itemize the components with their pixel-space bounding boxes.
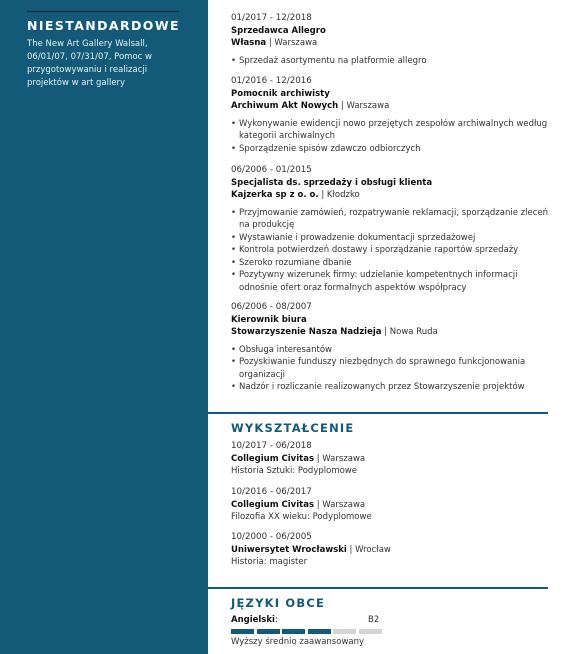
language-name-text: Angielski — [231, 615, 275, 625]
bullet-item: • Nadzór i rozliczanie realizowanych przez Stowarzyszenie projektów — [231, 381, 551, 394]
language-level-segment — [308, 629, 331, 634]
entry-company: Własna — [231, 38, 267, 48]
separator: | — [268, 38, 272, 48]
bullet-item: • Kontrola potwierdzeń dostawy i sporządzanie raportów sprzedaży — [231, 244, 551, 257]
entry-location: Warszawa — [322, 499, 366, 510]
sidebar-rule — [27, 11, 179, 12]
separator: | — [349, 544, 353, 555]
education-heading: WYKSZTAŁCENIE — [231, 421, 355, 435]
language-colon: : — [274, 615, 278, 625]
entry-location: Warszawa — [322, 453, 366, 464]
bullet-item: • Sprzedaż asortymentu na platformie allegro — [231, 55, 551, 68]
entry-bullets — [231, 207, 551, 295]
bullet-item: • Wykonywanie ewidencji nowo przejętych zespołów archiwalnych według kategorii archiwalnych — [231, 118, 551, 143]
entry-location: Warszawa — [274, 38, 318, 48]
entry-date: 10/2000 - 06/2005 — [231, 532, 312, 542]
entry-title: Sprzedawca Allegro — [231, 25, 326, 36]
entry-company: Stowarzyszenie Nasza Nadzieja — [231, 327, 382, 337]
section-divider — [208, 587, 548, 589]
separator: | — [316, 453, 320, 464]
bullet-item: • Szeroko rozumiane dbanie — [231, 257, 551, 270]
entry-bullets — [231, 118, 551, 156]
separator: | — [384, 327, 388, 337]
entry-org — [231, 499, 551, 512]
entry-school: Collegium Civitas — [231, 499, 314, 510]
entry-bullets — [231, 55, 551, 68]
entry-org — [231, 326, 551, 339]
language-description: Wyższy średnio zaawansowany — [231, 637, 365, 647]
bullet-item: • Pozyskiwanie funduszy niezbędnych do sprawnego funkcjonowania organizacji — [231, 356, 551, 381]
sidebar-heading: NIESTANDARDOWE — [27, 18, 180, 33]
language-level-segment — [359, 629, 382, 634]
language-level: B2 — [368, 615, 380, 625]
entry-title: Pomocnik archiwisty — [231, 88, 330, 99]
entry-school: Uniwersytet Wrocławski — [231, 544, 347, 555]
education-entry — [231, 531, 551, 569]
entry-date: 10/2016 - 06/2017 — [231, 487, 312, 497]
entry-company: Kajzerka sp z o. o. — [231, 190, 319, 200]
bullet-item: • Pozytywny wizerunek firmy: udzielanie kompetentnych informacji odnośnie ofert oraz formalnych aspektów współpracy — [231, 269, 551, 294]
experience-entry — [231, 164, 551, 294]
separator: | — [316, 499, 320, 510]
language-level-segment — [257, 629, 280, 634]
entry-school: Collegium Civitas — [231, 453, 314, 464]
entry-org — [231, 453, 551, 466]
entry-location: Warszawa — [346, 101, 390, 111]
separator: | — [321, 190, 325, 200]
language-level-segment — [282, 629, 305, 634]
language-name — [231, 615, 278, 625]
education-entry — [231, 486, 551, 524]
bullet-item: • Sporządzenie spisów zdawczo odbiorczych — [231, 143, 551, 156]
bullet-item: • Wystawianie i prowadzenie dokumentacji sprzedażowej — [231, 232, 551, 245]
entry-field: Historia: magister — [231, 557, 308, 567]
entry-field: Historia Sztuki: Podyplomowe — [231, 466, 357, 476]
entry-date: 01/2016 - 12/2016 — [231, 76, 312, 86]
entry-date: 06/2006 - 01/2015 — [231, 165, 312, 175]
entry-date: 01/2017 - 12/2018 — [231, 13, 312, 23]
entry-company: Archiwum Akt Nowych — [231, 101, 339, 111]
education-entry — [231, 440, 551, 478]
bullet-item: • Przyjmowanie zamówień, rozpatrywanie reklamacji, sporządzanie zleceń na produkcję — [231, 207, 551, 232]
entry-title: Kierownik biura — [231, 314, 307, 325]
entry-org — [231, 189, 551, 202]
entry-location: Nowa Ruda — [389, 327, 438, 337]
experience-entry — [231, 12, 551, 67]
entry-date: 10/2017 - 06/2018 — [231, 441, 312, 451]
entry-date: 06/2006 - 08/2007 — [231, 302, 312, 312]
languages-heading: JĘZYKI OBCE — [231, 596, 326, 610]
entry-bullets — [231, 344, 551, 394]
entry-title: Specjalista ds. sprzedaży i obsługi klienta — [231, 177, 433, 188]
entry-org — [231, 37, 551, 50]
entry-org — [231, 100, 551, 113]
language-level-segment — [333, 629, 356, 634]
sidebar — [0, 0, 208, 654]
entry-location: Wrocław — [355, 544, 391, 555]
entry-org — [231, 544, 551, 557]
entry-field: Filozofia XX wieku: Podyplomowe — [231, 512, 372, 522]
language-level-segment — [231, 629, 254, 634]
experience-entry — [231, 75, 551, 155]
experience-entry — [231, 301, 551, 394]
sidebar-text: The New Art Gallery Walsall, 06/01/07, 07/31/07, Pomoc w przygotowywaniu i realizacji projektów w art gallery — [27, 39, 152, 88]
section-divider — [208, 412, 548, 414]
bullet-item: • Obsługa interesantów — [231, 344, 551, 357]
separator: | — [340, 101, 344, 111]
entry-location: Kłodzko — [326, 190, 360, 200]
